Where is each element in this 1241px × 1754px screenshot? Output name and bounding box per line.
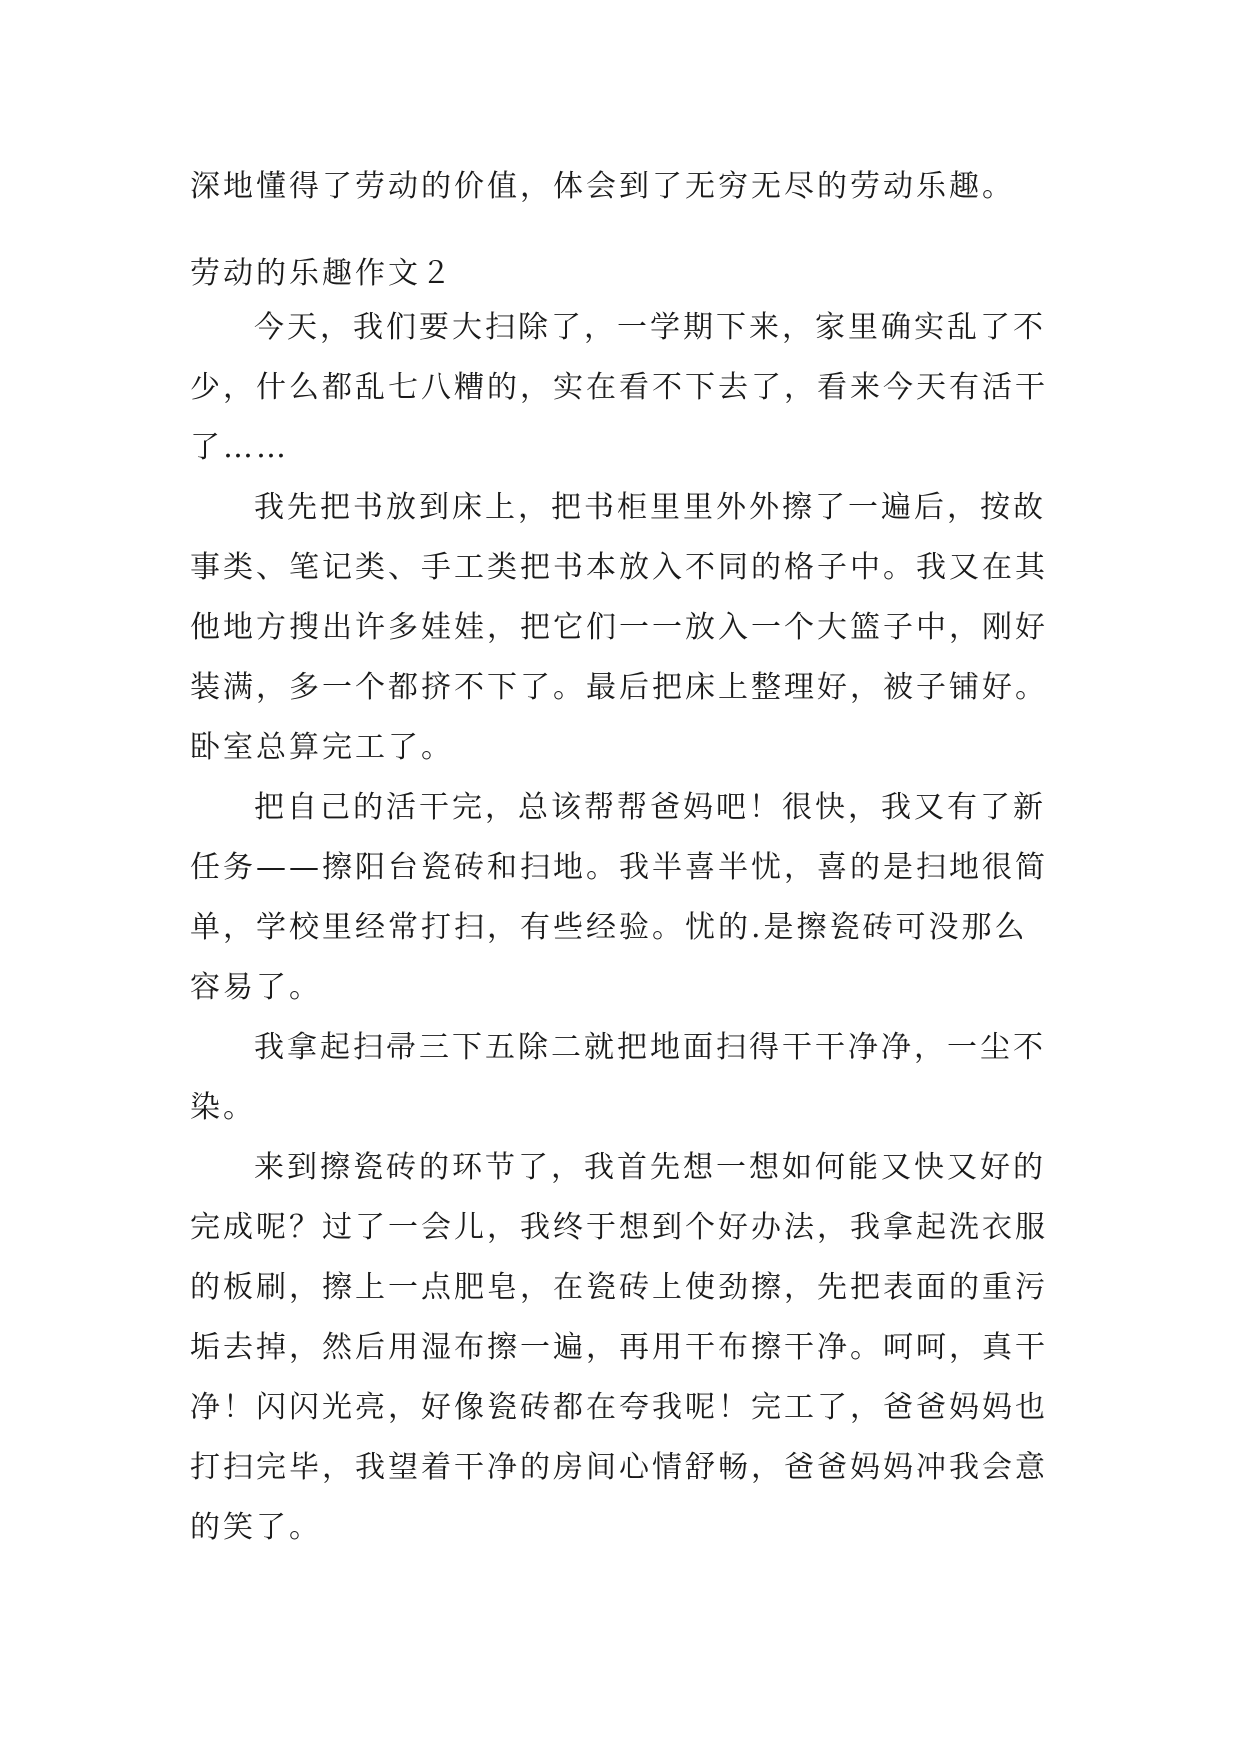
text-line: 装满，多一个都挤不下了。最后把床上整理好，被子铺好。 bbox=[190, 670, 1048, 705]
paragraph-start-line: 我先把书放到床上，把书柜里里外外擦了一遍后，按故 bbox=[254, 490, 1046, 525]
text-line: 他地方搜出许多娃娃，把它们一一放入一个大篮子中，刚好 bbox=[190, 610, 1048, 645]
text-line: 卧室总算完工了。 bbox=[190, 730, 454, 765]
text-line: 净！闪闪光亮，好像瓷砖都在夸我呢！完工了，爸爸妈妈也 bbox=[190, 1390, 1048, 1425]
paragraph-start-line: 今天，我们要大扫除了，一学期下来，家里确实乱了不 bbox=[254, 310, 1046, 345]
text-line: 染。 bbox=[190, 1090, 256, 1125]
text-line: 任务——擦阳台瓷砖和扫地。我半喜半忧，喜的是扫地很简 bbox=[190, 850, 1048, 885]
text-line: 深地懂得了劳动的价值，体会到了无穷无尽的劳动乐趣。 bbox=[190, 169, 1015, 204]
text-line: 了…… bbox=[190, 430, 289, 465]
text-line: 垢去掉，然后用湿布擦一遍，再用干布擦干净。呵呵，真干 bbox=[190, 1330, 1048, 1365]
closing-line-previous-essay bbox=[190, 157, 1070, 217]
essay-body bbox=[190, 298, 1070, 1558]
paragraph-start-line: 把自己的活干完，总该帮帮爸妈吧！很快，我又有了新 bbox=[254, 790, 1046, 825]
text-line: 容易了。 bbox=[190, 970, 322, 1005]
paragraph-start-line: 我拿起扫帚三下五除二就把地面扫得干干净净，一尘不 bbox=[254, 1030, 1046, 1065]
text-line: 单，学校里经常打扫，有些经验。忧的.是擦瓷砖可没那么 bbox=[190, 910, 1028, 945]
text-line: 打扫完毕，我望着干净的房间心情舒畅，爸爸妈妈冲我会意 bbox=[190, 1450, 1048, 1485]
text-line: 完成呢？过了一会儿，我终于想到个好办法，我拿起洗衣服 bbox=[190, 1210, 1048, 1245]
text-line: 的笑了。 bbox=[190, 1510, 322, 1545]
essay-title bbox=[190, 244, 1070, 304]
heading-line: 劳动的乐趣作文２ bbox=[190, 256, 454, 291]
paragraph-start-line: 来到擦瓷砖的环节了，我首先想一想如何能又快又好的 bbox=[254, 1150, 1046, 1185]
text-line: 的板刷，擦上一点肥皂，在瓷砖上使劲擦，先把表面的重污 bbox=[190, 1270, 1048, 1305]
text-line: 少，什么都乱七八糟的，实在看不下去了，看来今天有活干 bbox=[190, 370, 1048, 405]
text-line: 事类、笔记类、手工类把书本放入不同的格子中。我又在其 bbox=[190, 550, 1048, 585]
